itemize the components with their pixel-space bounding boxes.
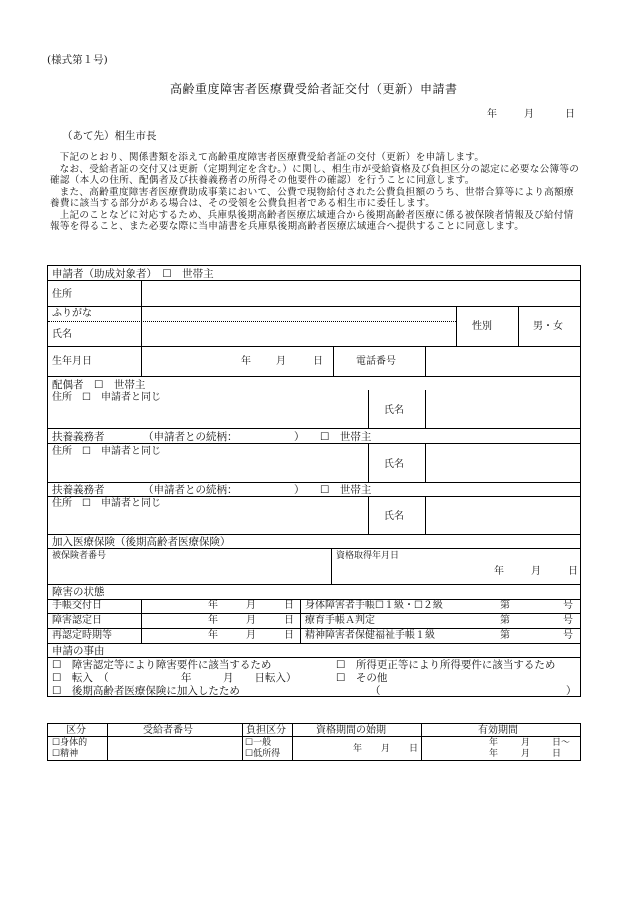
valid-from-month: 月 [521, 738, 531, 748]
disability-row-2-no: 第 [500, 615, 510, 626]
spouse-header: 配偶者 ☐ 世帯主 [52, 379, 146, 391]
acquired-day: 日 [568, 566, 578, 577]
birth-year: 年 [241, 356, 251, 367]
office-header-kubun: 区分 [66, 725, 86, 736]
dependent-2-name-input[interactable] [426, 496, 580, 534]
dependent-1-household[interactable]: ☐ 世帯主 [320, 431, 372, 443]
insured-number-input[interactable] [48, 548, 330, 584]
start-day: 日 [409, 744, 419, 754]
disability-row-3-no: 第 [500, 630, 510, 641]
furigana-input[interactable] [142, 306, 456, 320]
reasons-header: 申請の事由 [52, 645, 105, 657]
burden-low-income[interactable]: ☐低所得 [245, 749, 281, 759]
reason-move-in-date: 年 月 日転入） [181, 672, 297, 684]
valid-to-day: 日 [552, 749, 562, 759]
birth-day: 日 [313, 356, 323, 367]
acquired-year: 年 [494, 566, 504, 577]
applicant-name-input[interactable] [142, 322, 456, 346]
paragraph-1: 下記のとおり、関係書類を添えて高齢重度障害者医療費受給者証の交付（更新）を申請します。 [59, 152, 485, 163]
dependent-1-label: 扶養義務者 [52, 431, 105, 443]
valid-from-year: 年 [489, 738, 499, 748]
date-year: 年 [487, 109, 497, 120]
office-header-burden: 負担区分 [246, 725, 286, 736]
office-header-valid: 有効期間 [478, 725, 518, 736]
phone-label: 電話番号 [356, 356, 396, 367]
date-month: 月 [524, 109, 534, 120]
phone-input[interactable] [426, 346, 580, 376]
disability-row-1-day: 日 [284, 600, 294, 611]
reason-insurance[interactable]: ☐ 後期高齢者医療保険に加入したため [52, 685, 240, 697]
paragraph-2: なお、受給者証の交付又は更新（定期判定を含む。）に関し、相生市が受給資格及び負担区分の認定に必要な公簿等の確認（本人の住所、配偶者及び扶養義務者の所得その他要件の確認）を行うことに同意します。 [50, 163, 580, 186]
disability-row-3-day: 日 [284, 630, 294, 641]
consent-text [50, 152, 580, 233]
applicant-address-label: 住所 [52, 289, 72, 300]
disability-row-2-year: 年 [208, 615, 218, 626]
applicant-header: 申請者（助成対象者） ☐ 世帯主 [52, 268, 214, 280]
birth-month: 月 [276, 356, 286, 367]
valid-from-day: 日～ [552, 738, 571, 748]
disability-row-2-go: 号 [563, 615, 573, 626]
birth-label: 生年月日 [52, 356, 92, 367]
reason-other[interactable]: ☐ その他 [336, 672, 388, 684]
valid-to-month: 月 [521, 749, 531, 759]
disability-row-3-label: 再認定時期等 [52, 630, 112, 641]
page-title: 高齢重度障害者医療費受給者証交付（更新）申請書 [170, 82, 458, 96]
dependent-1-relation: （申請者との続柄： [143, 431, 238, 443]
disability-row-2-label: 障害認定日 [52, 615, 102, 626]
dependent-1-address: 住所 ☐ 申請者と同じ [52, 446, 161, 457]
disability-row-2-month: 月 [246, 615, 256, 626]
reason-disability[interactable]: ☐ 障害認定等により障害要件に該当するため [52, 659, 272, 671]
dependent-1-name-input[interactable] [426, 443, 580, 482]
office-header-number: 受給者番号 [143, 725, 193, 736]
dependent-2-label: 扶養義務者 [52, 484, 105, 496]
applicant-name-label: 氏名 [52, 329, 72, 340]
kubun-mental[interactable]: ☐精神 [52, 749, 79, 759]
disability-row-1-no: 第 [500, 600, 510, 611]
start-month: 月 [381, 744, 391, 754]
insured-number-label: 被保険者番号 [52, 551, 107, 561]
reason-income[interactable]: ☐ 所得更正等により所得要件に該当するため [336, 659, 556, 671]
form-number: (様式第１号) [47, 54, 108, 66]
office-use-table [47, 723, 581, 761]
dependent-2-relation: （申請者との続柄： [143, 484, 238, 496]
dependent-2-name-label: 氏名 [384, 511, 404, 522]
application-form [47, 265, 581, 697]
disability-row-2-day: 日 [284, 615, 294, 626]
paragraph-4: 上記のことなどに対応するため、兵庫県後期高齢者医療広域連合から後期高齢者医療に係る被保険者情報及び給付情報等を得ること、また必要な際に当申請書を兵庫県後期高齢者医療広域連合へ提供することに同意します。 [50, 209, 574, 232]
reason-other-open: （ [370, 685, 381, 697]
disability-row-1-year: 年 [208, 600, 218, 611]
acquired-date-label: 資格取得年月日 [336, 551, 400, 561]
insurance-header: 加入医療保険（後期高齢者医療保険） [52, 536, 231, 548]
disability-row-3-month: 月 [246, 630, 256, 641]
addressee: （あて先）相生市長 [62, 130, 157, 142]
paragraph-3: また、高齢重度障害者医療費助成事業において、公費で現物給付された公費負担額のうち、世帯合算等により高額療養費に該当する部分がある場合は、その受領を公費負担者である相生市に委任します。 [50, 186, 574, 209]
dependent-1-close: ） [294, 431, 305, 443]
disability-row-3-year: 年 [208, 630, 218, 641]
disability-row-3-type[interactable]: 精神障害者保健福祉手帳１級 [305, 630, 435, 641]
disability-row-1-month: 月 [246, 600, 256, 611]
burden-general[interactable]: ☐一般 [245, 738, 272, 748]
furigana-label: ふりがな [52, 308, 92, 319]
dependent-1-name-label: 氏名 [384, 459, 404, 470]
reason-move-in[interactable]: ☐ 転入 （ [52, 672, 109, 684]
disability-header: 障害の状態 [52, 586, 105, 598]
start-year: 年 [353, 744, 363, 754]
disability-row-2-type[interactable]: 療育手帳Ａ判定 [305, 615, 375, 626]
reason-other-close: ） [566, 685, 577, 697]
dependent-2-address: 住所 ☐ 申請者と同じ [52, 498, 161, 509]
office-header-start: 資格期間の始期 [316, 725, 386, 736]
spouse-name-input[interactable] [426, 390, 580, 428]
acquired-month: 月 [531, 566, 541, 577]
applicant-address-input[interactable] [142, 280, 580, 306]
disability-row-1-go: 号 [563, 600, 573, 611]
dependent-2-close: ） [294, 484, 305, 496]
kubun-physical[interactable]: ☐身体的 [52, 738, 88, 748]
sex-options[interactable]: 男・女 [533, 321, 563, 332]
spouse-name-label: 氏名 [384, 405, 404, 416]
valid-to-year: 年 [489, 749, 499, 759]
disability-row-3-go: 号 [563, 630, 573, 641]
sex-label: 性別 [472, 321, 492, 332]
dependent-2-household[interactable]: ☐ 世帯主 [320, 484, 372, 496]
date-day: 日 [565, 109, 575, 120]
spouse-address-label: 住所 ☐ 申請者と同じ [52, 392, 161, 403]
disability-row-1-type[interactable]: 身体障害者手帳☐１級・☐２級 [305, 600, 443, 611]
disability-row-1-label: 手帳交付日 [52, 600, 102, 611]
